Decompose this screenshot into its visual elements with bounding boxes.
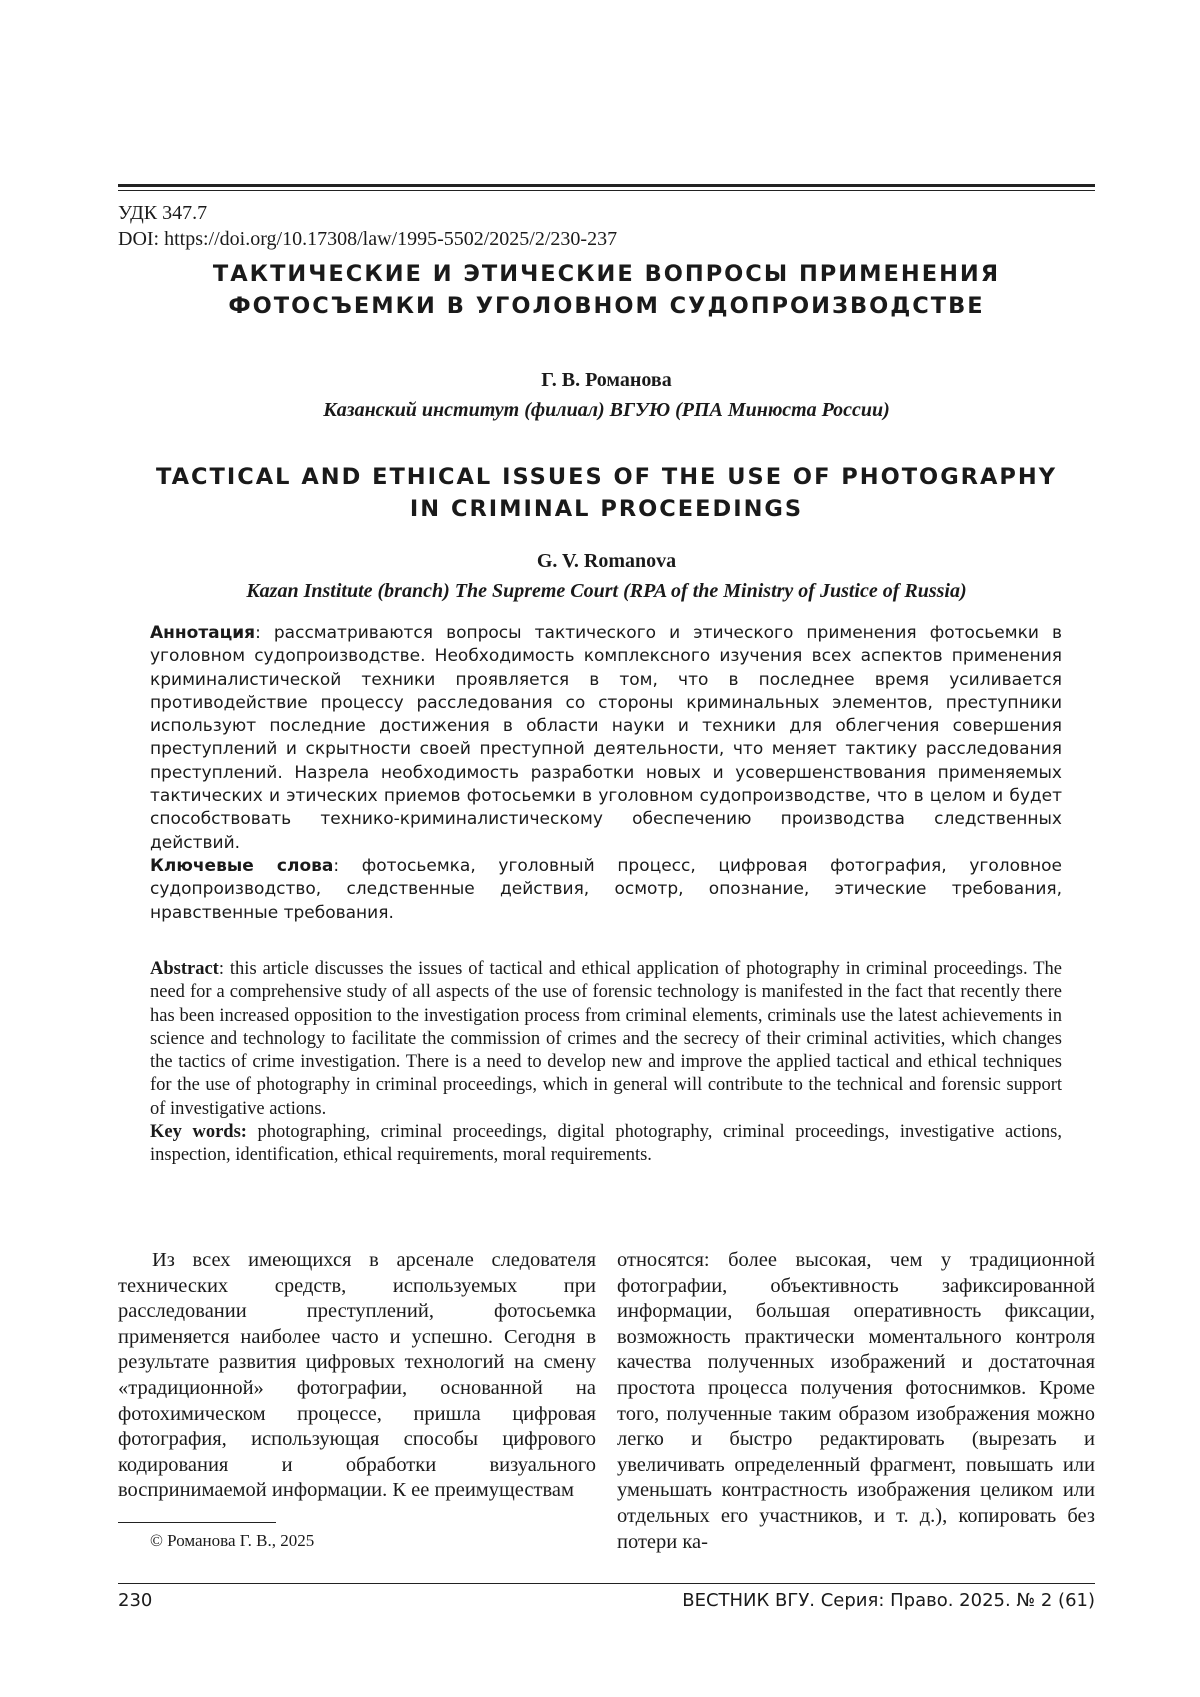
ru-abstract-text: : рассматриваются вопросы тактического и этического применения фотосьемки в уголовном судопроизводстве. Необходимость комплексного изучения всех аспектов применения криминалистической техники проявляется в том, что в последнее время усиливается противодействие процессу расследования со стороны криминальных элементов, преступники используют последние достижения в области науки и техники для облегчения совершения преступлений и скрытности своей преступной деятельности, что меняет тактику расследования преступлений. Назрела необходимость разработки новых и усовершенствования применяемых тактических и этических приемов фотосьемки в уголовном судопроизводстве, что в целом и будет способствовать технико-криминалистическому обеспечению производства следственных действий. bbox=[150, 623, 1062, 853]
en-abstract-text: : this article discusses the issues of tactical and ethical application of photography in criminal proceedings. The need for a comprehensive study of all aspects of the use of forensic technology is manifested in the fact that recently there has been increased opposition to the investigation process from criminal elements, criminals use the latest achievements in science and technology to facilitate the commission of crimes and the secrecy of their criminal activities, which changes the tactics of crime investigation. There is a need to develop new and improve the applied tactical and ethical techniques for the use of photography in criminal proceedings, which in general will contribute to the technical and forensic support of investigative actions. bbox=[150, 959, 1062, 1119]
en-keywords-text: photographing, criminal proceedings, digital photography, criminal proceedings, investigative actions, inspection, identification, ethical requirements, moral requirements. bbox=[150, 1122, 1062, 1165]
ru-title-line-2: ФОТОСЪЕМКИ В УГОЛОВНОМ СУДОПРОИЗВОДСТВЕ bbox=[118, 290, 1095, 322]
ru-title bbox=[118, 258, 1095, 322]
footnote-rule bbox=[118, 1522, 276, 1523]
ru-abstract bbox=[150, 622, 1062, 855]
ru-abstract-label: Аннотация bbox=[150, 623, 255, 643]
ru-keywords-label: Ключевые слова bbox=[150, 856, 333, 876]
en-title-line-1: TACTICAL AND ETHICAL ISSUES OF THE USE OF PHOTOGRAPHY bbox=[118, 461, 1095, 493]
page-number: 230 bbox=[118, 1590, 152, 1611]
footer-rule bbox=[118, 1583, 1095, 1584]
en-title bbox=[118, 461, 1095, 525]
journal-running-footer: ВЕСТНИК ВГУ. Серия: Право. 2025. № 2 (61) bbox=[682, 1590, 1095, 1611]
en-title-line-2: IN CRIMINAL PROCEEDINGS bbox=[118, 493, 1095, 525]
ru-affiliation: Казанский институт (филиал) ВГУЮ (РПА Минюста России) bbox=[118, 397, 1095, 423]
ru-keywords-text: : фотосьемка, уголовный процесс, цифровая фотография, уголовное судопроизводство, следственные действия, осмотр, опознание, этические требования, нравственные требования. bbox=[150, 856, 1062, 923]
ru-title-line-1: ТАКТИЧЕСКИЕ И ЭТИЧЕСКИЕ ВОПРОСЫ ПРИМЕНЕНИЯ bbox=[118, 258, 1095, 290]
ru-abstract-block bbox=[150, 622, 1062, 925]
en-keywords bbox=[150, 1121, 1062, 1168]
en-title-block bbox=[118, 461, 1095, 525]
doi-link[interactable]: DOI: https://doi.org/10.17308/law/1995-5502/2025/2/230-237 bbox=[118, 226, 617, 252]
ru-author: Г. В. Романова bbox=[118, 367, 1095, 393]
en-author: G. V. Romanova bbox=[118, 548, 1095, 574]
en-affiliation: Kazan Institute (branch) The Supreme Court (RPA of the Ministry of Justice of Russia) bbox=[118, 578, 1095, 604]
udk-code: УДК 347.7 bbox=[118, 200, 617, 226]
body-column-left: Из всех имеющихся в арсенале следователя технических средств, используемых при расследовании преступлений, фотосьемка применяется наиболее часто и успешно. Сегодня в результате развития цифровых технологий на смену «традиционной» фотографии, основанной на фотохимическом процессе, пришла цифровая фотография, использующая способы цифрового кодирования и обработки визуального воспринимаемой информации. К ее преимуществам bbox=[118, 1248, 596, 1504]
ru-author-block bbox=[118, 367, 1095, 423]
ru-title-block bbox=[118, 258, 1095, 322]
article-meta bbox=[118, 200, 617, 252]
en-abstract-label: Abstract bbox=[150, 959, 219, 979]
en-abstract-block bbox=[150, 958, 1062, 1168]
en-author-block bbox=[118, 548, 1095, 604]
en-abstract bbox=[150, 958, 1062, 1121]
article-page bbox=[0, 0, 1200, 1697]
header-rule bbox=[118, 184, 1095, 191]
body-column-right: относятся: более высокая, чем у традиционной фотографии, объективность зафиксированной информации, большая оперативность фиксации, возможность практически моментального контроля качества полученных изображений и достаточная простота процесса получения фотоснимков. Кроме того, полученные таким образом изображения можно легко и быстро редактировать (вырезать и увеличивать определенный фрагмент, повышать или уменьшать контрастность изображения целиком или отдельных его участников, и т. д.), копировать без потери ка- bbox=[617, 1248, 1095, 1555]
copyright-footnote: © Романова Г. В., 2025 bbox=[150, 1531, 314, 1551]
ru-keywords bbox=[150, 855, 1062, 925]
en-keywords-label: Key words: bbox=[150, 1122, 247, 1142]
